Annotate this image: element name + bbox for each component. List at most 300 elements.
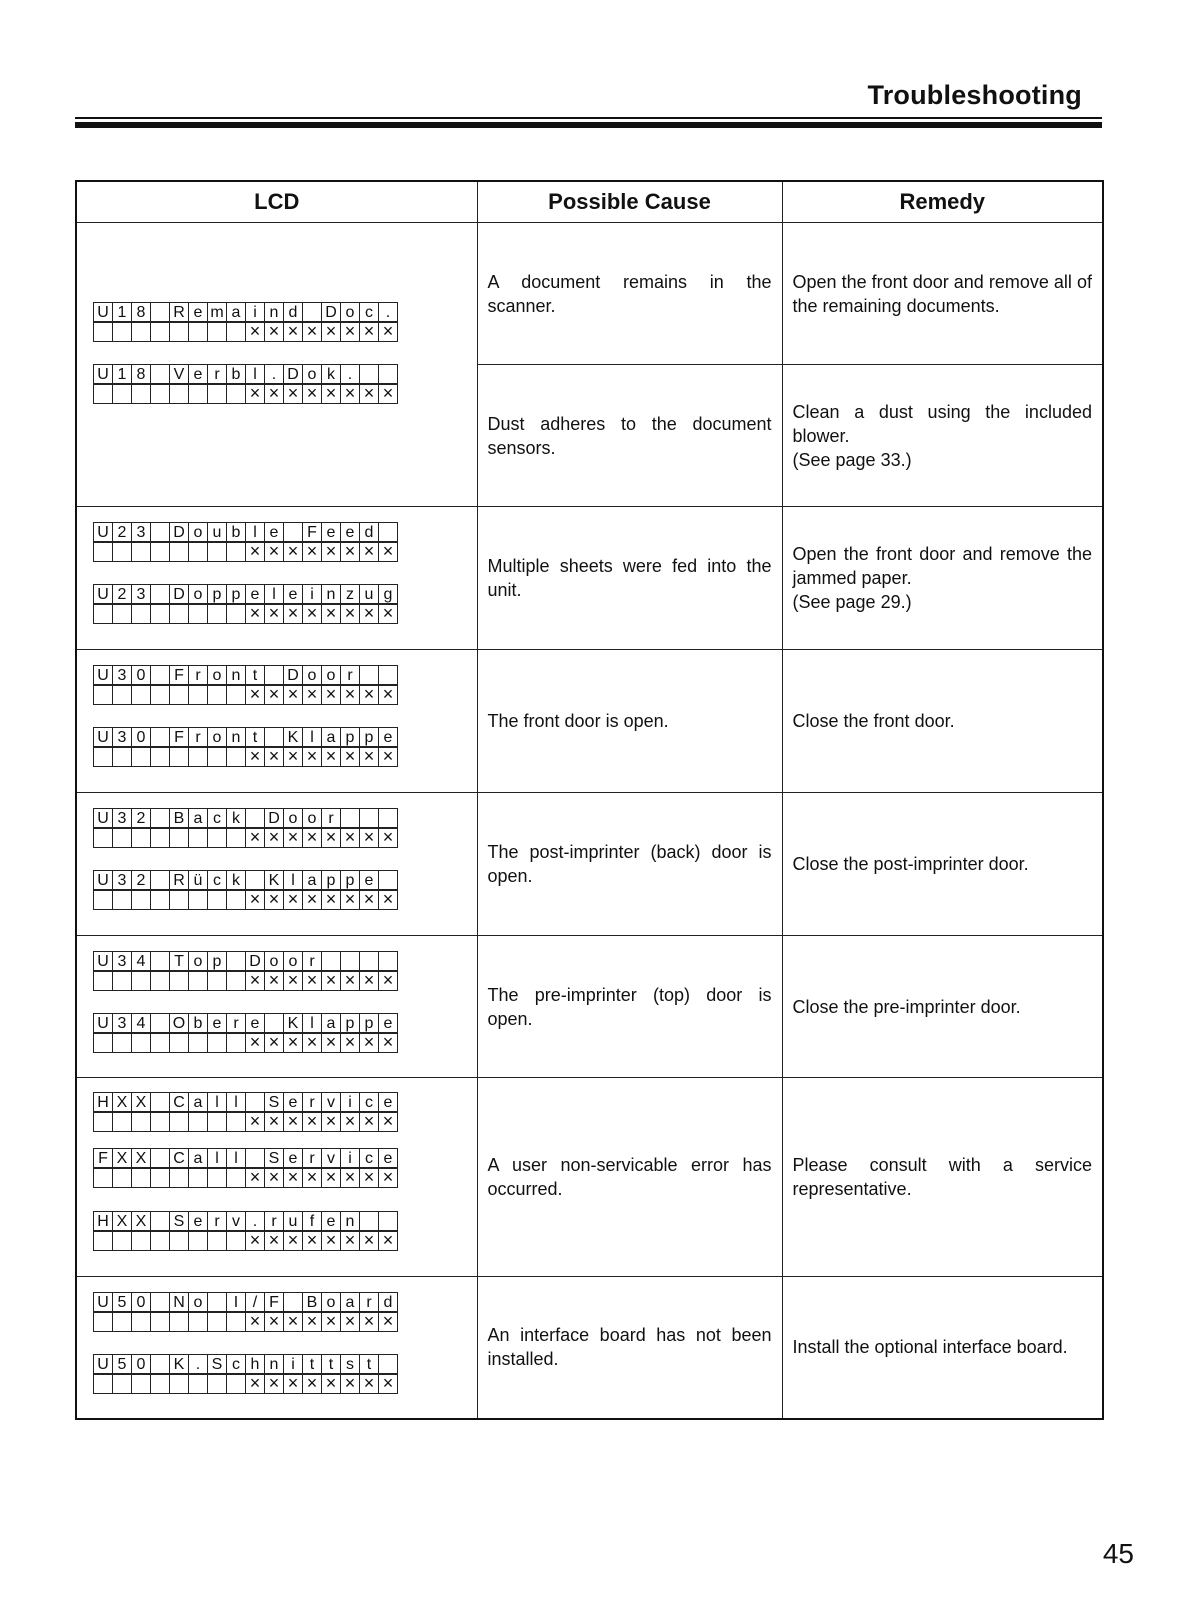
lcd-char (378, 808, 398, 829)
lcd-char (340, 951, 360, 972)
lcd-char: 3 (112, 1013, 132, 1034)
lcd-char: p (207, 584, 227, 605)
lcd-char: × (359, 1373, 379, 1394)
lcd-char: e (283, 584, 303, 605)
lcd-char: l (302, 727, 322, 748)
lcd-char: 5 (112, 1354, 132, 1375)
lcd-char: n (321, 584, 341, 605)
lcd-char: 4 (131, 1013, 151, 1034)
lcd-char: u (283, 1211, 303, 1232)
lcd-char: × (283, 1167, 303, 1188)
lcd-char: × (321, 321, 341, 342)
lcd-char: c (359, 302, 379, 323)
lcd-char: D (283, 364, 303, 385)
lcd-char: . (245, 1211, 265, 1232)
lcd-char: o (264, 951, 284, 972)
lcd-char: o (340, 302, 360, 323)
lcd-char: × (359, 746, 379, 767)
lcd-char: U (93, 870, 113, 891)
lcd-char: × (264, 321, 284, 342)
lcd-char (169, 746, 189, 767)
lcd-char: c (207, 808, 227, 829)
lcd-char (131, 1167, 151, 1188)
lcd-display (94, 1014, 398, 1052)
lcd-char: t (359, 1354, 379, 1375)
lcd-char: U (93, 665, 113, 686)
lcd-char: × (283, 970, 303, 991)
lcd-char: p (321, 870, 341, 891)
lcd-line (94, 890, 398, 909)
lcd-char: o (283, 808, 303, 829)
lcd-line (94, 604, 398, 623)
lcd-char: a (340, 1292, 360, 1313)
lcd-char: o (188, 1292, 208, 1313)
lcd-char: × (359, 383, 379, 404)
lcd-char (226, 603, 246, 624)
lcd-char: 3 (112, 951, 132, 972)
lcd-char: r (302, 1092, 322, 1113)
lcd-char: S (264, 1148, 284, 1169)
lcd-char: s (340, 1354, 360, 1375)
lcd-char: × (264, 889, 284, 910)
lcd-char (340, 808, 360, 829)
lcd-char: U (93, 1354, 113, 1375)
lcd-char: i (340, 1148, 360, 1169)
lcd-char: o (283, 951, 303, 972)
lcd-char: × (283, 1373, 303, 1394)
lcd-char (264, 665, 284, 686)
lcd-char: F (93, 1148, 113, 1169)
lcd-char: V (169, 364, 189, 385)
lcd-char (93, 603, 113, 624)
lcd-char (93, 1167, 113, 1188)
lcd-char: × (359, 541, 379, 562)
cause-cell: A user non-servicable error has occurred. (477, 1078, 782, 1277)
lcd-char (207, 1167, 227, 1188)
lcd-char: S (169, 1211, 189, 1232)
lcd-char: × (359, 827, 379, 848)
lcd-char (112, 970, 132, 991)
lcd-char (93, 970, 113, 991)
lcd-char (226, 684, 246, 705)
lcd-char: × (245, 1111, 265, 1132)
lcd-char: × (283, 541, 303, 562)
lcd-char: r (302, 1148, 322, 1169)
lcd-char (169, 1032, 189, 1053)
lcd-char (378, 522, 398, 543)
lcd-line (94, 303, 398, 322)
lcd-char: g (378, 584, 398, 605)
lcd-char: a (321, 727, 341, 748)
lcd-char: z (340, 584, 360, 605)
table-row (76, 1078, 1103, 1277)
lcd-char (359, 808, 379, 829)
lcd-char: × (302, 1111, 322, 1132)
lcd-char (131, 383, 151, 404)
lcd-char: × (283, 1311, 303, 1332)
lcd-char (93, 1111, 113, 1132)
lcd-char (283, 1292, 303, 1313)
lcd-char (150, 1311, 170, 1332)
lcd-char: F (169, 665, 189, 686)
lcd-cell (76, 1078, 477, 1277)
lcd-char: × (321, 541, 341, 562)
lcd-char: r (340, 665, 360, 686)
lcd-char (226, 1032, 246, 1053)
lcd-char (169, 1311, 189, 1332)
remedy-cell: Install the optional interface board. (782, 1277, 1103, 1419)
lcd-char: a (188, 1148, 208, 1169)
lcd-char: l (245, 364, 265, 385)
lcd-char: × (264, 827, 284, 848)
lcd-char: × (359, 321, 379, 342)
lcd-line (94, 1312, 398, 1331)
lcd-char: × (245, 970, 265, 991)
lcd-char: × (340, 1167, 360, 1188)
lcd-char (188, 889, 208, 910)
lcd-char: e (207, 1013, 227, 1034)
lcd-char (169, 321, 189, 342)
lcd-char: o (321, 665, 341, 686)
lcd-char (150, 1013, 170, 1034)
lcd-char: D (169, 584, 189, 605)
lcd-char: × (340, 970, 360, 991)
header-rule-thick (75, 122, 1102, 128)
lcd-char: C (169, 1148, 189, 1169)
lcd-char: U (93, 727, 113, 748)
lcd-char: × (245, 321, 265, 342)
lcd-char: . (264, 364, 284, 385)
lcd-char: a (188, 1092, 208, 1113)
lcd-char: × (302, 1311, 322, 1332)
lcd-char: × (359, 684, 379, 705)
lcd-char: × (264, 1167, 284, 1188)
lcd-char (112, 827, 132, 848)
lcd-char: a (321, 1013, 341, 1034)
lcd-char: o (188, 951, 208, 972)
lcd-char: F (302, 522, 322, 543)
lcd-char: 1 (112, 302, 132, 323)
lcd-char (207, 603, 227, 624)
lcd-char: × (378, 684, 398, 705)
lcd-line (94, 666, 398, 685)
lcd-char (226, 1230, 246, 1251)
lcd-char: × (378, 1111, 398, 1132)
lcd-char: × (378, 541, 398, 562)
lcd-char: × (378, 889, 398, 910)
lcd-char: × (359, 1032, 379, 1053)
lcd-line (94, 1374, 398, 1393)
lcd-char: u (207, 522, 227, 543)
lcd-display (94, 666, 398, 704)
lcd-char: × (340, 684, 360, 705)
lcd-char (188, 746, 208, 767)
lcd-char (112, 1111, 132, 1132)
lcd-char: o (207, 727, 227, 748)
lcd-char (131, 1311, 151, 1332)
lcd-char (93, 827, 113, 848)
lcd-char: e (283, 1148, 303, 1169)
lcd-char: U (93, 1013, 113, 1034)
lcd-char (169, 603, 189, 624)
lcd-char: t (321, 1354, 341, 1375)
lcd-char (226, 889, 246, 910)
lcd-char: × (359, 1167, 379, 1188)
lcd-char (378, 870, 398, 891)
lcd-char: D (264, 808, 284, 829)
lcd-char (188, 383, 208, 404)
lcd-char: × (321, 1111, 341, 1132)
lcd-char: c (359, 1092, 379, 1113)
lcd-char (169, 970, 189, 991)
lcd-char (131, 541, 151, 562)
lcd-char: a (188, 808, 208, 829)
lcd-char: × (302, 383, 322, 404)
lcd-line (94, 809, 398, 828)
lcd-char: b (226, 364, 246, 385)
lcd-char (226, 970, 246, 991)
lcd-char (112, 1311, 132, 1332)
lcd-char: × (302, 970, 322, 991)
lcd-line (94, 1168, 398, 1187)
lcd-char (93, 541, 113, 562)
lcd-char (150, 603, 170, 624)
lcd-char: d (378, 1292, 398, 1313)
lcd-char: e (378, 727, 398, 748)
lcd-char (93, 1230, 113, 1251)
lcd-char: × (321, 889, 341, 910)
lcd-char: e (264, 522, 284, 543)
column-header-lcd: LCD (76, 181, 477, 223)
lcd-char (150, 665, 170, 686)
lcd-char: k (226, 870, 246, 891)
lcd-display (94, 1355, 398, 1393)
lcd-char (169, 684, 189, 705)
lcd-char (93, 1373, 113, 1394)
lcd-char: o (188, 584, 208, 605)
lcd-line (94, 871, 398, 890)
lcd-char (378, 1354, 398, 1375)
lcd-char: e (188, 302, 208, 323)
lcd-char: D (169, 522, 189, 543)
lcd-char: e (378, 1092, 398, 1113)
lcd-char: × (264, 383, 284, 404)
lcd-char (150, 1211, 170, 1232)
lcd-char: K (283, 727, 303, 748)
lcd-char: a (302, 870, 322, 891)
lcd-char (93, 321, 113, 342)
lcd-char (264, 1013, 284, 1034)
lcd-char: . (378, 302, 398, 323)
lcd-char: × (321, 1167, 341, 1188)
lcd-char (131, 827, 151, 848)
lcd-char (169, 541, 189, 562)
lcd-char: B (169, 808, 189, 829)
lcd-char (131, 970, 151, 991)
lcd-char (359, 951, 379, 972)
lcd-display (94, 728, 398, 766)
lcd-char: × (340, 1373, 360, 1394)
lcd-char (188, 827, 208, 848)
lcd-char (378, 1211, 398, 1232)
lcd-cell (76, 650, 477, 793)
lcd-line (94, 523, 398, 542)
lcd-char: c (226, 1354, 246, 1375)
lcd-char: 0 (131, 727, 151, 748)
lcd-char: × (340, 1111, 360, 1132)
lcd-line (94, 747, 398, 766)
lcd-char: f (302, 1211, 322, 1232)
lcd-char (302, 302, 322, 323)
lcd-char: p (340, 1013, 360, 1034)
lcd-char (378, 665, 398, 686)
lcd-char (226, 1167, 246, 1188)
lcd-char (207, 1292, 227, 1313)
lcd-char: e (378, 1013, 398, 1034)
lcd-line (94, 322, 398, 341)
lcd-char: n (226, 665, 246, 686)
lcd-char (169, 383, 189, 404)
lcd-char: e (283, 1092, 303, 1113)
lcd-char (226, 746, 246, 767)
lcd-char: × (359, 889, 379, 910)
lcd-char: v (321, 1092, 341, 1113)
lcd-char: × (302, 1373, 322, 1394)
lcd-char: 8 (131, 302, 151, 323)
lcd-char: × (321, 1230, 341, 1251)
cause-cell: The front door is open. (477, 650, 782, 793)
lcd-char: i (245, 302, 265, 323)
lcd-char (131, 603, 151, 624)
lcd-char (93, 889, 113, 910)
lcd-char: × (378, 1032, 398, 1053)
lcd-char (131, 1230, 151, 1251)
lcd-char: U (93, 584, 113, 605)
lcd-char: × (340, 321, 360, 342)
lcd-char: × (340, 541, 360, 562)
lcd-char: U (93, 1292, 113, 1313)
lcd-char: m (207, 302, 227, 323)
cause-cell: The post-imprinter (back) door is open. (477, 793, 782, 936)
lcd-char (150, 889, 170, 910)
lcd-char: × (245, 1373, 265, 1394)
lcd-char: × (264, 1311, 284, 1332)
lcd-char (112, 1032, 132, 1053)
lcd-char (169, 1230, 189, 1251)
lcd-char: × (321, 746, 341, 767)
lcd-display (94, 523, 398, 561)
lcd-char: × (340, 1311, 360, 1332)
lcd-char (150, 1148, 170, 1169)
lcd-char: H (93, 1092, 113, 1113)
lcd-char: r (188, 727, 208, 748)
lcd-char: n (264, 1354, 284, 1375)
lcd-char: × (302, 889, 322, 910)
lcd-char (207, 1111, 227, 1132)
troubleshooting-table (75, 180, 1104, 1420)
lcd-char (112, 321, 132, 342)
lcd-char: × (378, 1230, 398, 1251)
lcd-char: × (245, 889, 265, 910)
column-header-cause: Possible Cause (477, 181, 782, 223)
lcd-char: p (340, 870, 360, 891)
lcd-char: / (245, 1292, 265, 1313)
lcd-char: 2 (112, 584, 132, 605)
lcd-line (94, 365, 398, 384)
lcd-line (94, 952, 398, 971)
lcd-char: d (359, 522, 379, 543)
lcd-char (150, 870, 170, 891)
lcd-char: U (93, 364, 113, 385)
header-rule-thin (75, 117, 1102, 119)
lcd-char: l (264, 584, 284, 605)
lcd-char: C (169, 1092, 189, 1113)
remedy-cell: Clean a dust using the included blower. (See page 33.) (782, 365, 1103, 507)
lcd-char (112, 603, 132, 624)
lcd-char (150, 364, 170, 385)
lcd-char (188, 684, 208, 705)
lcd-char: × (283, 383, 303, 404)
lcd-char: U (93, 951, 113, 972)
lcd-char: l (226, 1148, 246, 1169)
lcd-char (150, 1092, 170, 1113)
lcd-line (94, 828, 398, 847)
lcd-char (150, 951, 170, 972)
lcd-char (150, 746, 170, 767)
lcd-char: × (283, 684, 303, 705)
lcd-char: × (264, 1373, 284, 1394)
lcd-char (226, 541, 246, 562)
lcd-char (131, 1032, 151, 1053)
lcd-char (264, 727, 284, 748)
lcd-char: o (321, 1292, 341, 1313)
lcd-char (93, 684, 113, 705)
lcd-char: n (340, 1211, 360, 1232)
lcd-char (226, 383, 246, 404)
lcd-char (112, 684, 132, 705)
lcd-char (150, 522, 170, 543)
lcd-char (207, 889, 227, 910)
lcd-char (226, 1311, 246, 1332)
lcd-char: O (169, 1013, 189, 1034)
lcd-char: t (245, 665, 265, 686)
lcd-char: × (245, 1311, 265, 1332)
lcd-char: B (302, 1292, 322, 1313)
lcd-char (150, 1032, 170, 1053)
lcd-char (112, 746, 132, 767)
lcd-char: X (112, 1148, 132, 1169)
page-title: Troubleshooting (867, 80, 1082, 110)
lcd-char (207, 383, 227, 404)
lcd-char (359, 1211, 379, 1232)
lcd-char (207, 827, 227, 848)
lcd-char: × (321, 1373, 341, 1394)
lcd-char: o (207, 665, 227, 686)
lcd-char (150, 970, 170, 991)
lcd-char (150, 321, 170, 342)
lcd-char (150, 302, 170, 323)
lcd-char (226, 827, 246, 848)
lcd-char: e (245, 584, 265, 605)
lcd-char: 3 (131, 584, 151, 605)
lcd-char: U (93, 302, 113, 323)
lcd-line (94, 971, 398, 990)
lcd-char: × (245, 603, 265, 624)
lcd-char: H (93, 1211, 113, 1232)
lcd-cell (76, 1277, 477, 1419)
lcd-char: × (359, 1311, 379, 1332)
lcd-char (188, 1373, 208, 1394)
